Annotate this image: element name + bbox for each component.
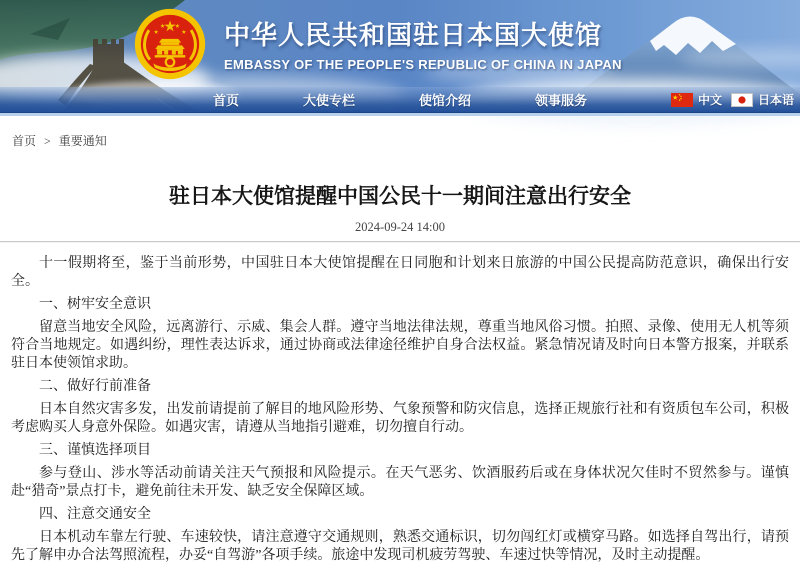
breadcrumb-separator: > [44,134,51,148]
site-titles [224,18,622,72]
lang-label-chinese: 中文 [697,93,722,107]
lang-label-japanese: 日本语 [757,93,794,107]
article-paragraph: 参与登山、涉水等活动前请关注天气预报和风险提示。在天气恶劣、饮酒服药后或在身体状况欠佳时不贸然参与。谨慎赴“猎奇”景点打卡，避免前往未开发、缺乏安全保障区域。 [11,466,789,499]
site-title-chinese: 中华人民共和国驻日本国大使馆 [224,20,603,50]
article-title: 驻日本大使馆提醒中国公民十一期间注意出行安全 [169,184,631,208]
breadcrumb-home-link[interactable]: 首页 [12,134,37,148]
language-switcher [671,87,794,112]
nav-item-ambassador-column[interactable]: 大使专栏 [303,93,356,108]
china-flag-icon [671,93,693,107]
title-divider [0,241,800,242]
article-paragraph: 十一假期将至，鉴于当前形势，中国驻日本大使馆提醒在日同胞和计划来日旅游的中国公民提高防范意识，确保出行安全。 [11,256,789,289]
article-date: 2024-09-24 14:00 [355,220,445,234]
page-content [0,134,800,565]
site-title-english: EMBASSY OF THE PEOPLE'S REPUBLIC OF CHINA IN JAPAN [224,57,622,72]
article-paragraph: 日本自然灾害多发，出发前请提前了解目的地风险形势、气象预警和防灾信息，选择正规旅行社和有资质包车公司，积极考虑购买人身意外保险。如遇灾害，请遵从当地指引避难，切勿擅自行动。 [11,402,789,435]
article-section-heading: 四、注意交通安全 [39,507,151,522]
nav-item-consular-services[interactable]: 领事服务 [535,93,588,108]
nav-item-home[interactable]: 首页 [213,93,240,108]
lang-switch-japanese[interactable] [731,91,794,108]
article-section-heading: 一、树牢安全意识 [39,297,151,312]
main-nav [0,87,800,113]
article-paragraph: 日本机动车靠左行驶、车速较快，请注意遵守交通规则，熟悉交通标识，切勿闯红灯或横穿马路。如选择自驾出行，请预先了解申办合法驾照流程，办妥“自驾游”各项手续。旅途中发现司机疲劳驾驶、车速过快等情况，及时主动提醒。 [11,530,789,563]
lang-switch-chinese[interactable] [671,91,722,108]
site-header [0,0,800,116]
article-section-heading: 二、做好行前准备 [39,379,151,394]
nav-links [213,90,587,109]
article-section-heading: 三、谨慎选择项目 [39,443,151,458]
nav-underline [0,113,800,116]
china-national-emblem-icon [133,7,207,81]
nav-item-embassy-intro[interactable]: 使馆介绍 [419,93,472,108]
article-paragraph: 留意当地安全风险，远离游行、示威、集会人群。遵守当地法律法规，尊重当地风俗习惯。拍照、录像、使用无人机等须符合当地规定。如遇纠纷，理性表达诉求，通过协商或法律途径维护自身合法权益。紧急情况请及时向日本警方报案，并联系驻日本使领馆求助。 [11,320,789,371]
japan-flag-icon [731,93,753,107]
article-body [11,255,789,565]
breadcrumb-current: 重要通知 [58,134,107,148]
breadcrumb [12,134,800,148]
